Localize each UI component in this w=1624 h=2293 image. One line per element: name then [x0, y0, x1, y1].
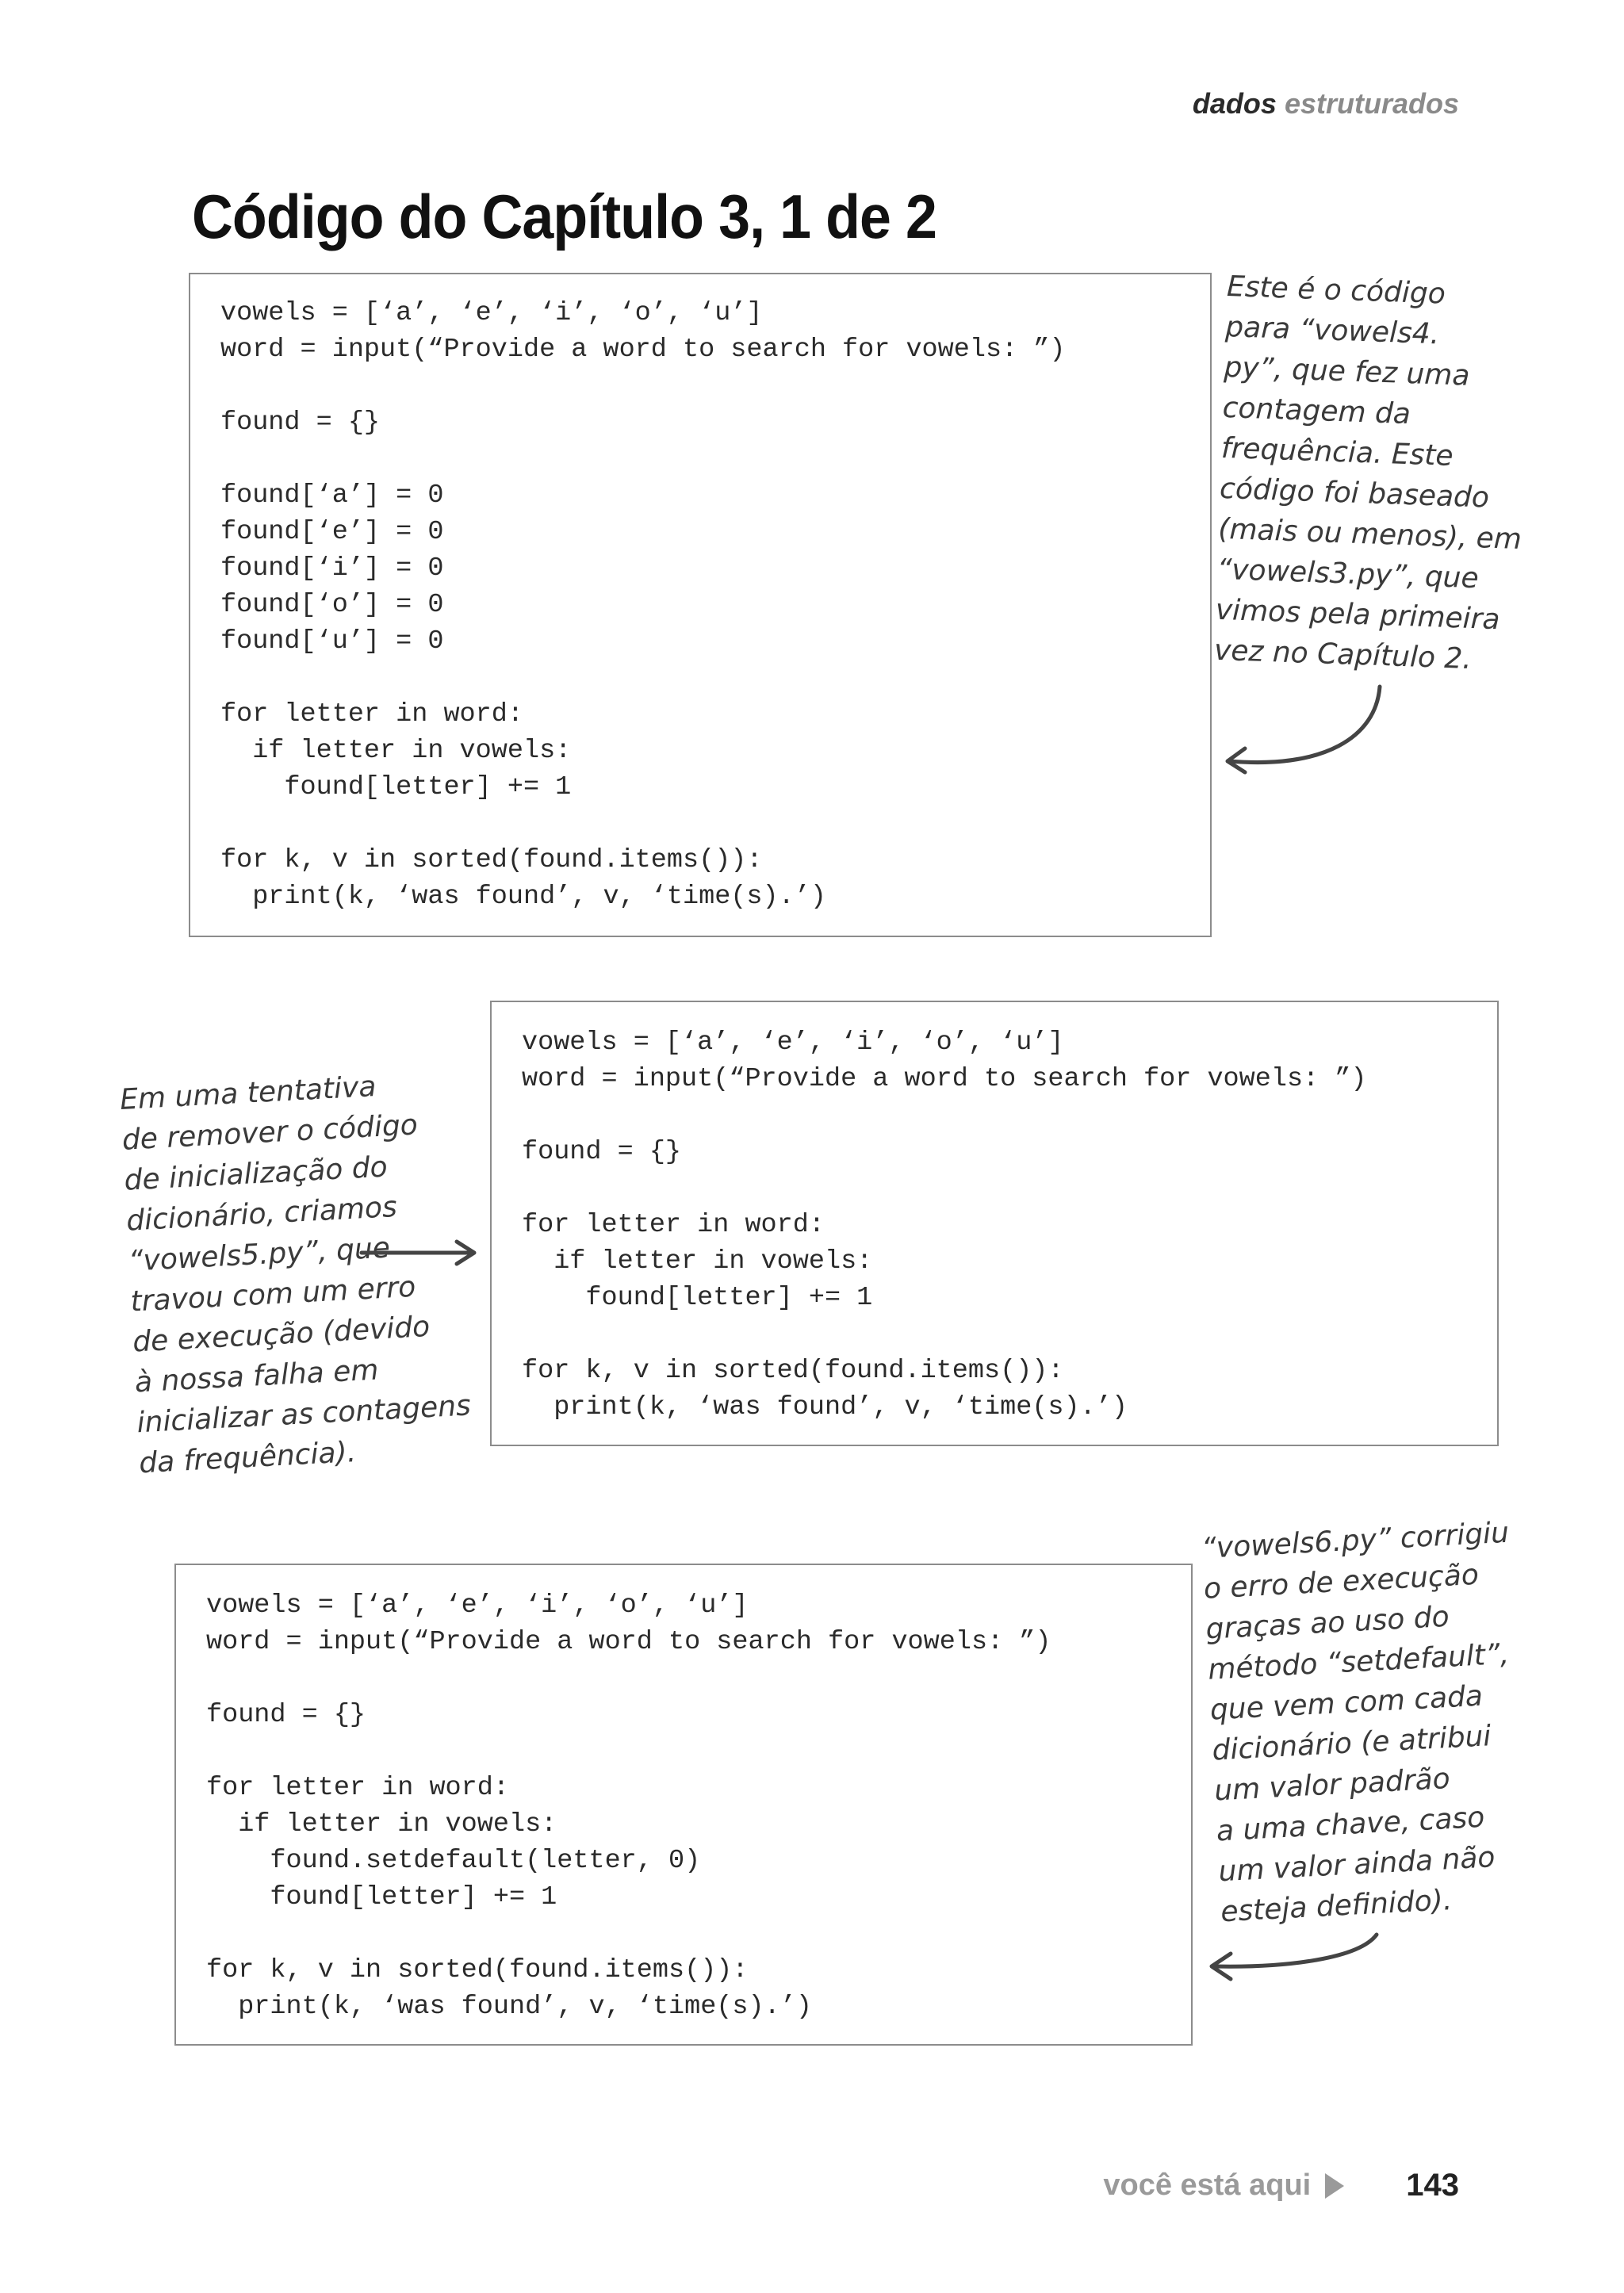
arrow-icon: [1213, 682, 1396, 785]
annotation-line: para “vowels4.: [1224, 310, 1440, 351]
annotation-line: vez no Capítulo 2.: [1213, 634, 1473, 676]
annotation-line: dicionário, criamos: [125, 1190, 398, 1238]
page-number: 143: [1406, 2168, 1459, 2203]
annotation-line: que vem com cada: [1208, 1679, 1484, 1727]
annotation-line: código foi baseado: [1219, 472, 1490, 515]
annotation-vowels5: [119, 1062, 474, 1483]
annotation-line: o erro de execução: [1202, 1558, 1480, 1606]
annotation-line: à nossa falha em: [133, 1353, 380, 1399]
page-footer: [1103, 2168, 1459, 2203]
triangle-right-icon: [1325, 2173, 1344, 2199]
annotation-line: dicionário (e atribui: [1211, 1720, 1492, 1767]
annotation-line: graças ao uso do: [1205, 1600, 1450, 1646]
annotation-line: de inicialização do: [123, 1150, 389, 1197]
annotation-vowels6: [1201, 1513, 1529, 1933]
annotation-line: frequência. Este: [1220, 431, 1454, 473]
annotation-line: um valor padrão: [1213, 1762, 1451, 1808]
running-header: [1193, 87, 1459, 121]
arrow-icon: [1201, 1927, 1391, 1990]
annotation-line: contagem da: [1222, 391, 1411, 431]
annotation-line: (mais ou menos), em: [1217, 512, 1522, 557]
annotation-line: a uma chave, caso: [1215, 1801, 1486, 1848]
annotation-line: da frequência).: [138, 1436, 358, 1480]
code-box-vowels5: [490, 1001, 1499, 1446]
annotation-line: py”, que fez uma: [1223, 350, 1471, 392]
annotation-line: um valor ainda não: [1217, 1841, 1496, 1889]
annotation-line: “vowels5.py”, que: [127, 1231, 391, 1278]
annotation-line: “vowels6.py” corrigiu: [1201, 1516, 1510, 1565]
code-listing-vowels6: vowels = [‘a’, ‘e’, ‘i’, ‘o’, ‘u’] word = input(“Provide a word to search for vowels: ”) found = {} for letter in word: if letter in vowels: found.setdefault(letter, 0) found[letter] += 1 for k, v in sorted(found.items()): print(k, ‘was found’, v, ‘time(s).’): [206, 1591, 1051, 2022]
annotation-line: de remover o código: [121, 1108, 419, 1157]
arrow-icon: [357, 1237, 484, 1269]
code-listing-vowels5: vowels = [‘a’, ‘e’, ‘i’, ‘o’, ‘u’] word = input(“Provide a word to search for vowels: ”) found = {} for letter in word: if letter in vowels: found[letter] += 1 for k, v in sorted(found.items()): print(k, ‘was found’, v, ‘time(s).’): [522, 1028, 1367, 1422]
annotation-line: travou com um erro: [129, 1270, 417, 1319]
code-box-vowels6: [174, 1564, 1193, 2046]
annotation-line: método “setdefault”,: [1207, 1637, 1511, 1686]
annotation-line: “vowels3.py”, que: [1216, 553, 1480, 595]
annotation-line: de execução (devido: [132, 1310, 431, 1359]
annotation-line: esteja definido).: [1220, 1884, 1454, 1929]
header-part-2: estruturados: [1284, 87, 1459, 120]
code-listing-vowels4: vowels = [‘a’, ‘e’, ‘i’, ‘o’, ‘u’] word = input(“Provide a word to search for vowels: ”) found = {} found[‘a’] = 0 found[‘e’] = 0 found[‘i’] = 0 found[‘o’] = 0 found[‘u’] = 0 for letter in word: if letter in vowels: found[letter] += 1 for k, v in sorted(found.items()): print(k, ‘was found’, v, ‘time(s).’): [220, 298, 1066, 912]
annotation-vowels4: [1213, 266, 1530, 681]
annotation-line: vimos pela primeira: [1215, 593, 1501, 637]
footer-label: você está aqui: [1103, 2169, 1312, 2202]
code-box-vowels4: [189, 273, 1212, 937]
annotation-line: Este é o código: [1226, 270, 1446, 311]
annotation-line: inicializar as contagens: [136, 1389, 472, 1440]
annotation-line: Em uma tentativa: [119, 1070, 377, 1116]
page-title: Código do Capítulo 3, 1 de 2: [192, 182, 937, 251]
header-part-1: dados: [1192, 87, 1277, 120]
